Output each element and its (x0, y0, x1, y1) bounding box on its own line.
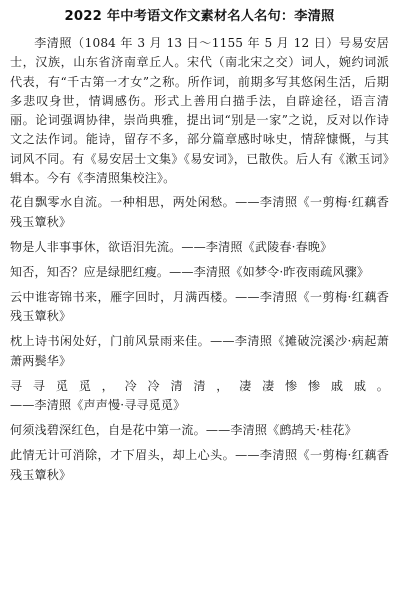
quote-item (10, 421, 389, 440)
quote-source: ——李清照《一剪梅·红藕香残玉簟秋》 (10, 289, 390, 324)
quote-item (10, 332, 389, 371)
quote-item (10, 238, 389, 257)
document-title: 2022 年中考语文作文素材名人名句：李清照 (64, 9, 335, 24)
quote-list (10, 193, 389, 484)
quote-source: ——李清照《武陵春·春晚》 (181, 239, 333, 254)
quote-text: 知否，知否？应是绿肥红瘦。 (10, 264, 170, 279)
quote-text: 何须浅碧深红色，自是花中第一流。 (10, 423, 206, 438)
quote-source: ——李清照《声声慢·寻寻觅觅》 (10, 398, 186, 413)
quote-text: 寻寻觅觅，冷冷清清，凄凄惨惨戚戚。 (10, 378, 389, 393)
quote-text: 物是人非事事休，欲语泪先流。 (10, 239, 182, 254)
quote-item (10, 288, 389, 327)
quote-item (10, 193, 389, 232)
quote-source: ——李清照《如梦令·昨夜雨疏风骤》 (169, 264, 370, 279)
quote-text: 花自飘零水自流。一种相思，两处闲愁。 (10, 195, 236, 210)
quote-source: ——李清照《一剪梅·红藕香残玉簟秋》 (10, 448, 390, 482)
quote-text: 云中谁寄锦书来，雁字回时，月满西楼。 (10, 289, 236, 304)
quote-text: 枕上诗书闲处好，门前风景雨来佳。 (10, 334, 211, 349)
quote-source: ——李清照《鹧鸪天·桂花》 (205, 423, 357, 438)
quote-text: 此情无计可消除，才下眉头，却上心头。 (10, 448, 236, 463)
author-introduction: 李清照（1084 年 3 月 13 日～1155 年 5 月 12 日）号易安居士，汉族，山东省济南章丘人。宋代（南北宋之交）词人，婉约词派代表，有“千古第一才女”之称。所作词，前期多写其悠闲生活，后期多悲叹身世，情调感伤。形式上善用白描手法，自辟途径，语言清丽。论词强调协律，崇尚典雅，提出词“别是一家”之说，反对以作诗文之法作词。能诗，留存不多，部分篇章感时咏史，情辞慷慨，与其词风不同。有《易安居士文集》《易安词》，已散佚。后人有《漱玉词》辑本。今有《李清照集校注》。 (10, 36, 389, 186)
quote-item (10, 446, 389, 485)
quote-item (10, 377, 389, 416)
quote-source: ——李清照《一剪梅·红藕香残玉簟秋》 (10, 195, 390, 229)
quote-item (10, 263, 389, 282)
quote-source: ——李清照《摊破浣溪沙·病起萧萧两鬓华》 (10, 334, 389, 368)
